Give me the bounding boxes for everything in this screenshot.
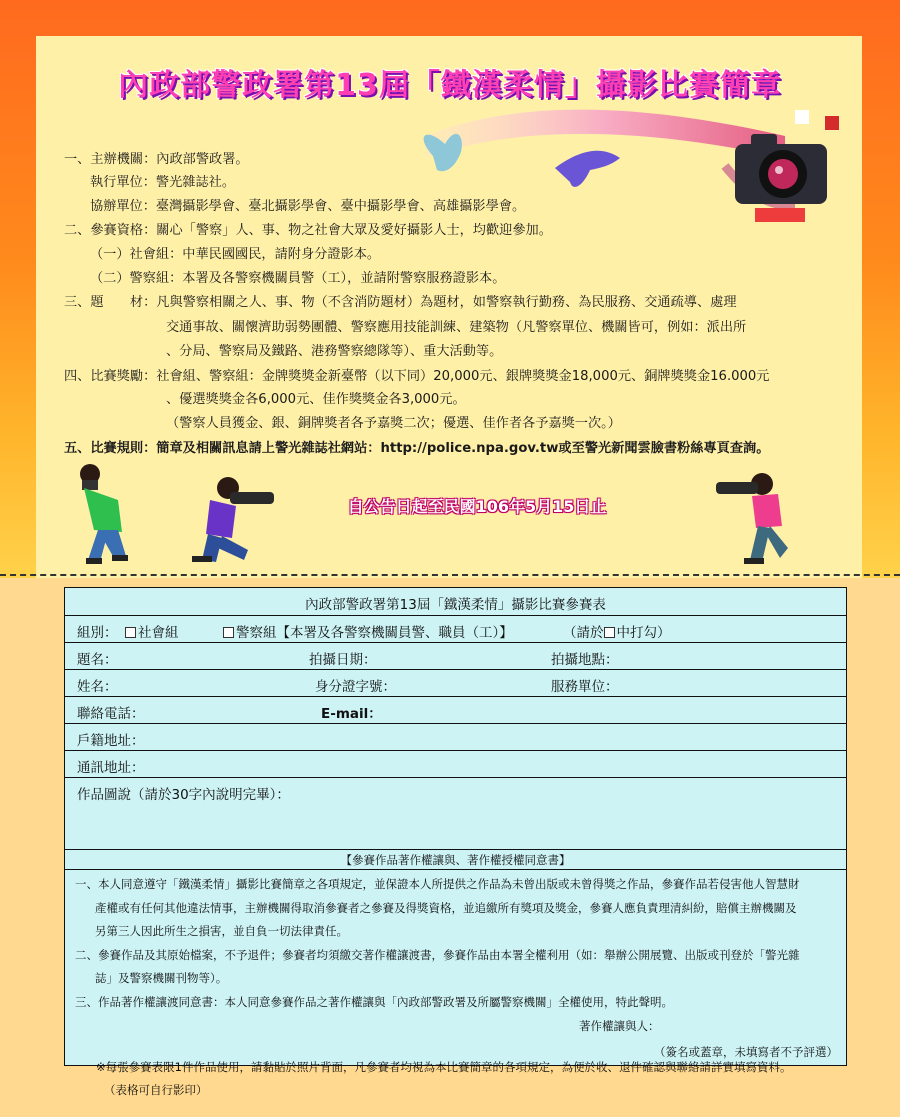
description-row bbox=[65, 778, 846, 850]
consent-line-2: 產權或有任何其他違法情事，主辦機關得取消參賽者之參賽及得獎資格，並追繳所有獎項及獎金，參賽人應負責理清糾紛，賠償主辦機關及 bbox=[95, 901, 797, 915]
poster-title: 內政部警政署第13屆「鐵漢柔情」攝影比賽簡章 bbox=[118, 68, 782, 103]
footnote-photocopy: （表格可自行影印） bbox=[104, 1083, 208, 1097]
name-field[interactable]: 姓名： bbox=[77, 679, 118, 695]
camera-icon bbox=[735, 134, 827, 204]
group-label: 組別： bbox=[77, 625, 118, 641]
consent-line-3: 另第三人因此所生之損害，並自負一切法律責任。 bbox=[95, 924, 348, 938]
rule-subject-cont1: 交通事故、關懷濟助弱勢團體、警察應用技能訓練、建築物（凡警察單位、機關皆可，例如：派出所 bbox=[166, 320, 747, 335]
form-title: 內政部警政署第13屆「鐵漢柔情」攝影比賽參賽表 bbox=[305, 597, 606, 613]
consent-title: 【參賽作品著作權讓與、著作權授權同意書】 bbox=[65, 850, 846, 870]
shoot-place-field[interactable]: 拍攝地點： bbox=[551, 652, 619, 668]
photographer-right-illustration bbox=[714, 466, 809, 566]
entry-form bbox=[64, 587, 847, 1066]
email-field[interactable]: E-mail： bbox=[321, 706, 382, 722]
group-social-checkbox[interactable] bbox=[125, 627, 136, 638]
film-strip-shape bbox=[425, 110, 785, 158]
consent-line-4: 二、參賽作品及其原始檔案，不予退件；參賽者均須繳交著作權讓渡書，參賽作品由本署全權利用（如：舉辦公開展覽、出版或刊登於「警光雜 bbox=[75, 948, 800, 962]
dove-right-icon bbox=[555, 151, 620, 187]
form-title-row bbox=[65, 588, 846, 616]
rule-co-organizers: 協辦單位：臺灣攝影學會、臺北攝影學會、臺中攝影學會、高雄攝影學會。 bbox=[90, 199, 526, 214]
photographer-left-illustration bbox=[68, 460, 163, 568]
rule-eligibility: 二、參賽資格：關心「警察」人、事、物之社會大眾及愛好攝影人士，均歡迎參加。 bbox=[64, 223, 552, 238]
pixel-block bbox=[755, 208, 805, 222]
rule-subject-cont2: 、分局、警察局及鐵路、港務警察總隊等）、重大活動等。 bbox=[166, 344, 503, 359]
rule-executor: 執行單位：警光雜誌社。 bbox=[90, 175, 236, 190]
group-police-label: 警察組【本署及各警察機關員警、職員（工）】 bbox=[236, 625, 513, 641]
household-address-field[interactable]: 戶籍地址： bbox=[77, 733, 145, 749]
group-social-label: 社會組 bbox=[138, 625, 179, 641]
mail-address-row bbox=[65, 751, 846, 778]
rule-awards-note: （警察人員獲金、銀、銅牌獎者各予嘉獎二次；優選、佳作者各予嘉獎一次。） bbox=[166, 416, 621, 431]
rule-eligibility-police: （二）警察組：本署及各警察機關員警（工），並請附警察服務證影本。 bbox=[90, 271, 506, 286]
id-number-field[interactable]: 身分證字號： bbox=[315, 679, 396, 695]
household-address-row bbox=[65, 724, 846, 751]
mail-address-field[interactable]: 通訊地址： bbox=[77, 760, 145, 776]
pixel-block-white bbox=[795, 110, 809, 124]
consent-line-5: 誌」及警察機關刊物等）。 bbox=[95, 971, 228, 985]
title-date-place-row bbox=[65, 643, 846, 670]
footnote-usage: ※每張參賽表限1件作品使用，請黏貼於照片背面，凡參賽者均視為本比賽簡章的各項規定，為便於收、退件確認與聯絡請詳實填寫資料。 bbox=[96, 1060, 792, 1074]
description-field[interactable]: 作品圖說（請於30字內說明完畢）： bbox=[77, 787, 290, 803]
service-unit-field[interactable]: 服務單位： bbox=[551, 679, 619, 695]
shoot-date-field[interactable]: 拍攝日期： bbox=[309, 652, 377, 668]
consent-line-1: 一、本人同意遵守「鐵漢柔情」攝影比賽簡章之各項規定，並保證本人所提供之作品為未曾出版或未曾得獎之作品，參賽作品若侵害他人智慧財 bbox=[75, 877, 800, 891]
phone-email-row bbox=[65, 697, 846, 724]
rule-subject: 三、題 材：凡與警察相關之人、事、物（不含消防題材）為題材，如警察執行勤務、為民服務、交通疏導、處理 bbox=[64, 295, 737, 310]
rule-organizer: 一、主辦機關：內政部警政署。 bbox=[64, 152, 249, 167]
rule-awards: 四、比賽獎勵：社會組、警察組：金牌獎獎金新臺幣（以下同）20,000元、銀牌獎獎金18,000元、銅牌獎獎金16.000元 bbox=[64, 369, 770, 384]
photographer-kneeling-illustration bbox=[188, 474, 280, 564]
check-hint-box bbox=[604, 627, 615, 638]
pixel-block-red bbox=[825, 116, 839, 130]
rule-awards-cont: 、優選獎獎金各6,000元、佳作獎獎金各3,000元。 bbox=[166, 392, 466, 407]
phone-field[interactable]: 聯絡電話： bbox=[77, 706, 145, 722]
cut-line-divider bbox=[0, 574, 900, 576]
group-police-checkbox[interactable] bbox=[223, 627, 234, 638]
consent-line-6: 三、作品著作權讓渡同意書：本人同意參賽作品之著作權讓與「內政部警政署及所屬警察機關」全權使用，特此聲明。 bbox=[75, 995, 673, 1009]
deadline-banner: 自公告日起至民國106年5月15日止 bbox=[347, 497, 607, 516]
rule-eligibility-social: （一）社會組：中華民國國民，請附身分證影本。 bbox=[90, 247, 381, 262]
group-hint-suffix: 中打勾） bbox=[616, 625, 671, 641]
group-row bbox=[65, 616, 846, 643]
group-hint-prefix: （請於 bbox=[563, 625, 604, 641]
transferor-signature-field[interactable]: 著作權讓與人： bbox=[579, 1019, 660, 1033]
name-id-unit-row bbox=[65, 670, 846, 697]
rule-regulations: 五、比賽規則：簡章及相關訊息請上警光雜誌社網站：http://police.npa.gov.tw或至警光新聞雲臉書粉絲專頁查詢。 bbox=[64, 441, 770, 456]
work-title-field[interactable]: 題名： bbox=[77, 652, 118, 668]
consent-body bbox=[65, 870, 846, 1041]
sign-note: （簽名或蓋章，未填寫者不予評選） bbox=[654, 1045, 838, 1059]
